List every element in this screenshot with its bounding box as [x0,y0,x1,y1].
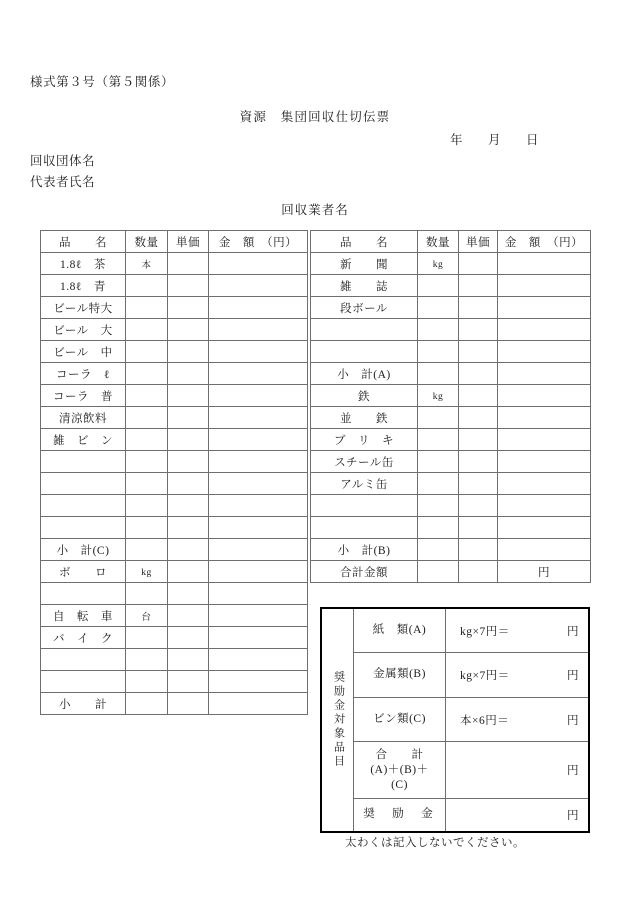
right-item-unit-price[interactable] [459,473,498,495]
table-row [41,583,308,605]
left-item-amount[interactable] [209,319,308,341]
left-item-unit-price[interactable] [168,429,209,451]
left-item-qty[interactable] [126,407,168,429]
table-row [311,495,591,517]
incentive-value-cell[interactable] [446,609,588,652]
left-header-qty: 数量 [126,231,168,253]
table-row [41,693,308,715]
right-item-name: アルミ缶 [311,473,418,495]
date-year-label: 年 [450,133,463,147]
right-item-amount[interactable] [498,473,591,495]
left-item-qty[interactable] [126,275,168,297]
right-item-amount[interactable] [498,341,591,363]
incentive-formula: kg×7円＝ [460,670,510,683]
right-item-unit-price[interactable] [459,451,498,473]
right-header-amount: 金 額 （円） [498,231,591,253]
footer-note: 太わくは記入しないでください。 [345,837,525,849]
right-item-qty[interactable] [418,407,459,429]
left-item-qty[interactable] [126,627,168,649]
right-item-qty[interactable] [418,539,459,561]
right-item-qty[interactable] [418,275,459,297]
right-item-qty[interactable] [418,517,459,539]
left-item-amount[interactable] [209,473,308,495]
right-item-amount[interactable] [498,429,591,451]
right-item-unit-price[interactable] [459,407,498,429]
right-item-amount[interactable] [498,407,591,429]
right-item-name: 並 鉄 [311,407,418,429]
left-item-qty[interactable] [126,473,168,495]
right-item-name: 新 聞 [311,253,418,275]
unit-mark: kg [141,567,152,578]
left-item-name: 雑 ビ ン [41,429,126,451]
left-item-qty[interactable] [126,495,168,517]
right-header-item: 品 名 [311,231,418,253]
right-item-name: 鉄 [311,385,418,407]
table-row [41,473,308,495]
left-item-name [41,583,126,605]
document-title: 資源 集団回収仕切伝票 [239,110,391,124]
representative-name-label: 代表者氏名 [30,175,96,189]
right-item-amount[interactable] [498,495,591,517]
table-row [311,341,591,363]
right-item-amount[interactable] [498,517,591,539]
table-row [41,649,308,671]
left-table-header-row [41,231,308,253]
grand-total-amount[interactable]: 円 [498,561,591,583]
grand-total-label: 合計金額 [311,561,418,583]
collector-name-label: 回収業者名 [281,203,349,217]
date-day-label: 日 [526,133,539,147]
right-item-name [311,495,418,517]
left-item-qty[interactable] [126,649,168,671]
right-item-qty[interactable] [418,341,459,363]
left-item-qty[interactable] [126,451,168,473]
right-item-qty[interactable] [418,495,459,517]
incentive-vertical-label-text: 奨励金対象品目 [332,671,345,769]
table-row [41,495,308,517]
grand-total-row [311,561,591,583]
unit-mark: 台 [141,612,152,623]
left-item-name: 自 転 車 [41,605,126,627]
table-row [311,385,591,407]
left-item-qty[interactable] [126,297,168,319]
left-item-qty[interactable] [126,561,168,583]
right-item-name: 段ボール [311,297,418,319]
left-item-qty[interactable] [126,429,168,451]
left-items-table [40,230,308,715]
table-row [41,385,308,407]
incentive-value-cell[interactable] [446,799,588,831]
left-item-amount[interactable] [209,539,308,561]
incentive-rows [354,609,588,831]
left-item-qty[interactable] [126,671,168,693]
left-item-amount[interactable] [209,363,308,385]
right-item-qty[interactable] [418,363,459,385]
left-item-name [41,517,126,539]
right-table-header-row [311,231,591,253]
right-item-unit-price[interactable] [459,539,498,561]
table-row [41,605,308,627]
right-item-amount[interactable] [498,319,591,341]
grand-total-qty[interactable] [418,561,459,583]
left-item-qty[interactable] [126,583,168,605]
left-item-qty[interactable] [126,253,168,275]
right-item-unit-price[interactable] [459,253,498,275]
right-item-unit-price[interactable] [459,517,498,539]
left-item-name: 小 計 [41,693,126,715]
left-item-amount[interactable] [209,495,308,517]
left-item-qty[interactable] [126,385,168,407]
left-item-unit-price[interactable] [168,583,209,605]
left-item-qty[interactable] [126,605,168,627]
table-row [311,473,591,495]
left-item-amount[interactable] [209,407,308,429]
incentive-row [354,609,588,653]
left-item-unit-price[interactable] [168,341,209,363]
left-item-unit-price[interactable] [168,319,209,341]
left-item-name: バ イ ク [41,627,126,649]
incentive-yen-unit: 円 [567,670,579,683]
table-row [311,253,591,275]
right-item-name: スチール缶 [311,451,418,473]
left-item-name: コーラ 普 [41,385,126,407]
table-row [41,451,308,473]
left-item-qty[interactable] [126,363,168,385]
table-row [311,275,591,297]
right-item-name: 雑 誌 [311,275,418,297]
incentive-value-cell[interactable] [446,742,588,798]
right-item-unit-price[interactable] [459,341,498,363]
left-item-name: ビール特大 [41,297,126,319]
incentive-formula: kg×7円＝ [460,625,510,638]
right-item-qty[interactable] [418,319,459,341]
incentive-category-line-1: 合 計 [375,748,424,761]
right-item-unit-price[interactable] [459,385,498,407]
right-header-qty: 数量 [418,231,459,253]
table-row [311,319,591,341]
incentive-yen-unit: 円 [567,765,579,778]
table-row [311,429,591,451]
incentive-row [354,742,588,799]
right-item-amount[interactable] [498,451,591,473]
table-row [311,451,591,473]
left-item-amount[interactable] [209,605,308,627]
left-item-qty[interactable] [126,319,168,341]
table-row [41,275,308,297]
table-row [41,363,308,385]
right-item-amount[interactable] [498,275,591,297]
left-item-qty[interactable] [126,517,168,539]
table-row [41,253,308,275]
table-row [41,627,308,649]
left-item-amount[interactable] [209,693,308,715]
left-item-unit-price[interactable] [168,495,209,517]
left-item-qty[interactable] [126,341,168,363]
right-item-qty[interactable] [418,451,459,473]
left-item-unit-price[interactable] [168,363,209,385]
incentive-row [354,653,588,697]
left-header-amount: 金 額 （円） [209,231,308,253]
left-item-amount[interactable] [209,275,308,297]
table-row [311,539,591,561]
right-item-unit-price[interactable] [459,275,498,297]
incentive-category: 紙 類(A) [354,609,446,652]
form-number: 様式第３号（第５関係） [30,75,175,89]
left-item-amount[interactable] [209,671,308,693]
table-row [41,517,308,539]
left-item-name: コーラ ℓ [41,363,126,385]
left-item-unit-price[interactable] [168,561,209,583]
left-item-name: 清涼飲料 [41,407,126,429]
table-row [41,539,308,561]
incentive-vertical-label [322,609,354,831]
table-row [41,671,308,693]
incentive-yen-unit: 円 [567,810,579,823]
table-row [41,319,308,341]
table-row [311,297,591,319]
left-item-unit-price[interactable] [168,605,209,627]
table-row [41,561,308,583]
left-item-name [41,473,126,495]
left-item-name: ビール 大 [41,319,126,341]
right-item-qty[interactable] [418,297,459,319]
left-item-name [41,649,126,671]
table-row [311,517,591,539]
incentive-yen-unit: 円 [567,714,579,727]
right-item-unit-price[interactable] [459,495,498,517]
left-item-amount[interactable] [209,253,308,275]
table-row [311,363,591,385]
right-item-name [311,341,418,363]
left-item-name: ボ ロ [41,561,126,583]
left-item-name: ビール 中 [41,341,126,363]
unit-mark: kg [432,259,444,270]
right-item-amount[interactable] [498,363,591,385]
right-item-name: 小 計(B) [311,539,418,561]
right-item-qty[interactable] [418,429,459,451]
left-item-unit-price[interactable] [168,627,209,649]
left-item-unit-price[interactable] [168,451,209,473]
right-item-name [311,517,418,539]
left-item-name [41,451,126,473]
right-item-unit-price[interactable] [459,319,498,341]
date-line [450,130,564,148]
right-item-unit-price[interactable] [459,429,498,451]
left-item-unit-price[interactable] [168,297,209,319]
incentive-row [354,799,588,831]
left-item-amount[interactable] [209,649,308,671]
left-item-amount[interactable] [209,341,308,363]
left-item-amount[interactable] [209,385,308,407]
incentive-yen-unit: 円 [567,625,579,638]
right-item-amount[interactable] [498,385,591,407]
unit-mark: kg [432,391,444,402]
left-header-item: 品 名 [41,231,126,253]
left-item-name: 小 計(C) [41,539,126,561]
table-row [41,341,308,363]
table-row [41,429,308,451]
right-item-qty[interactable] [418,253,459,275]
right-item-unit-price[interactable] [459,297,498,319]
table-row [41,297,308,319]
right-item-amount[interactable] [498,253,591,275]
unit-mark: 本 [141,260,152,271]
left-item-unit-price[interactable] [168,385,209,407]
left-item-unit-price[interactable] [168,473,209,495]
right-item-unit-price[interactable] [459,363,498,385]
incentive-box [320,607,590,833]
left-item-qty[interactable] [126,693,168,715]
left-item-unit-price[interactable] [168,275,209,297]
left-item-unit-price[interactable] [168,517,209,539]
organization-name-label: 回収団体名 [30,154,96,168]
left-item-amount[interactable] [209,451,308,473]
left-item-amount[interactable] [209,583,308,605]
incentive-category-line-3: (C) [391,778,408,791]
left-item-amount[interactable] [209,429,308,451]
left-item-name: 1.8ℓ 青 [41,275,126,297]
left-item-unit-price[interactable] [168,671,209,693]
left-item-name [41,671,126,693]
right-item-name: 小 計(A) [311,363,418,385]
right-item-amount[interactable] [498,297,591,319]
left-item-qty[interactable] [126,539,168,561]
incentive-category: ビン類(C) [354,698,446,741]
grand-total-unit-price[interactable] [459,561,498,583]
incentive-value-cell[interactable] [446,698,588,741]
left-item-name: 1.8ℓ 茶 [41,253,126,275]
incentive-category [354,742,446,798]
date-month-label: 月 [488,133,501,147]
right-item-qty[interactable] [418,473,459,495]
incentive-formula: 本×6円＝ [460,714,510,727]
left-item-amount[interactable] [209,297,308,319]
table-row [41,407,308,429]
left-item-unit-price[interactable] [168,539,209,561]
left-header-unit-price: 単価 [168,231,209,253]
right-item-qty[interactable] [418,385,459,407]
left-item-amount[interactable] [209,517,308,539]
right-items-table [310,230,591,583]
left-item-unit-price[interactable] [168,693,209,715]
left-item-unit-price[interactable] [168,253,209,275]
incentive-category-line-2: (A)＋(B)＋ [370,763,429,776]
left-item-amount[interactable] [209,627,308,649]
table-row [311,407,591,429]
right-header-unit-price: 単価 [459,231,498,253]
right-item-name [311,319,418,341]
right-item-amount[interactable] [498,539,591,561]
left-item-name [41,495,126,517]
incentive-value-cell[interactable] [446,653,588,696]
right-item-name: ブ リ キ [311,429,418,451]
incentive-category: 金属類(B) [354,653,446,696]
incentive-category: 奨 励 金 [354,799,446,831]
left-item-unit-price[interactable] [168,407,209,429]
left-item-amount[interactable] [209,561,308,583]
incentive-row [354,698,588,742]
left-item-unit-price[interactable] [168,649,209,671]
